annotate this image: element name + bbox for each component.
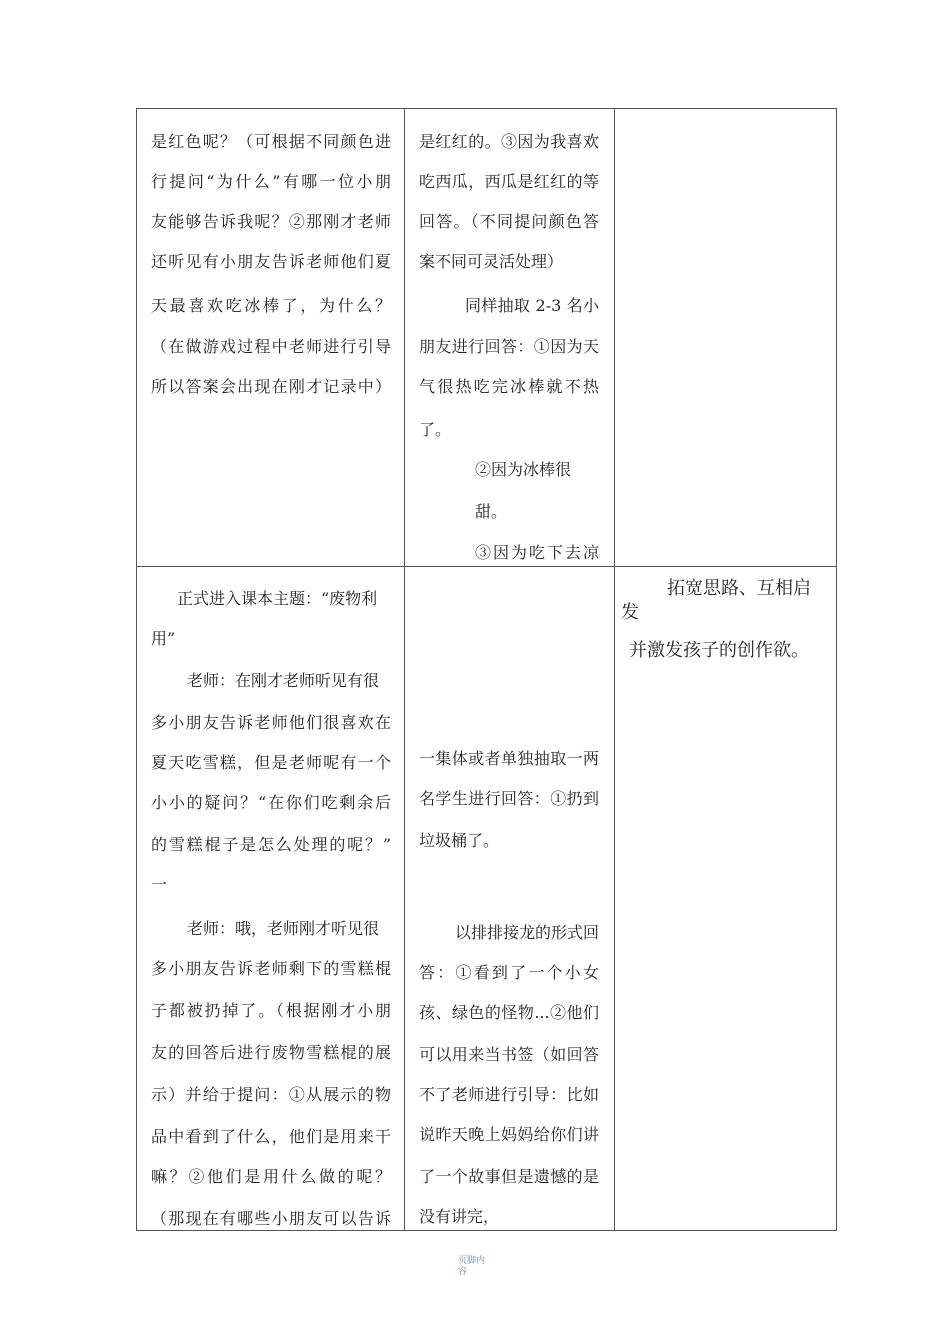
cell-text-line: 孩、绿色的怪物...②他们	[419, 1003, 599, 1022]
cell-text-line: 吃西瓜，西瓜是红红的等	[419, 172, 599, 191]
cell-text-line: 品中看到了什么，他们是用来干	[151, 1127, 391, 1146]
footer-text: 容	[458, 1267, 468, 1277]
cell-text-line: 示）并给于提问：①从展示的物	[151, 1085, 391, 1104]
cell-text-line: 多小朋友告诉老师剩下的雪糕棍	[151, 959, 391, 978]
cell-text-line: ③因为吃下去凉	[475, 543, 599, 562]
teacher-activity-cell	[137, 109, 405, 566]
cell-text-line: 小小的疑问？“在你们吃剩余后	[151, 793, 391, 812]
cell-text-line: 行提问“为什么”有哪一位小朋	[151, 172, 391, 191]
cell-text-line: 所以答案会出现在刚才记录中）	[151, 377, 391, 396]
cell-text-line: 说昨天晚上妈妈给你们讲	[419, 1125, 599, 1144]
table-row	[137, 109, 836, 567]
cell-text-line: 一集体或者单独抽取一两	[419, 749, 599, 768]
cell-text-line: 正式进入课本主题：“废物利	[177, 589, 378, 608]
cell-text-line: 垃圾桶了。	[419, 831, 500, 850]
page-footer	[458, 1256, 485, 1278]
cell-text-line: 的雪糕棍子是怎么处理的呢？”	[151, 835, 391, 854]
cell-text-line: 回答。（不同提问颜色答	[419, 212, 599, 231]
cell-text-line: 答：①看到了一个小女	[419, 963, 599, 982]
cell-text-line: 是红红的。③因为我喜欢	[419, 132, 599, 151]
cell-text-line: （那现在有哪些小朋友可以告诉	[151, 1209, 391, 1228]
cell-text-line: 老师：在刚才老师听见有很	[187, 671, 380, 690]
cell-text-line: （在做游戏过程中老师进行引导	[151, 337, 391, 356]
cell-text-line: 同样抽取 2-3 名小	[465, 296, 599, 315]
cell-text-line: 多小朋友告诉老师他们很喜欢在	[151, 713, 391, 732]
cell-text-line: 案不同可灵活处理）	[419, 252, 564, 271]
cell-text-line: 发	[621, 602, 639, 623]
cell-text-line: 子都被扔掉了。（根据刚才小朋	[151, 1001, 391, 1020]
cell-text-line: 天最喜欢吃冰棒了，为什么？	[151, 296, 391, 315]
student-activity-cell	[405, 109, 615, 566]
cell-text-line: 是红色呢？（可根据不同颜色进	[151, 132, 391, 151]
design-intent-cell	[615, 109, 836, 566]
design-intent-cell	[615, 566, 836, 1230]
student-activity-cell	[405, 566, 615, 1230]
cell-text-line: 嘛？②他们是用什么做的呢？	[151, 1167, 391, 1186]
cell-text-line: 气很热吃完冰棒就不热	[419, 377, 599, 396]
cell-text-line: 老师：哦，老师刚才听见很	[187, 919, 380, 938]
cell-text-line: ②因为冰棒很	[475, 460, 572, 479]
cell-text-line: 一	[151, 875, 168, 894]
cell-text-line: 没有讲完，	[419, 1207, 500, 1226]
cell-text-line: 以排排接龙的形式回	[455, 923, 600, 942]
cell-text-line: 夏天吃雪糕，但是老师呢有一个	[151, 753, 391, 772]
cell-text-line: 可以用来当书签（如回答	[419, 1045, 599, 1064]
cell-text-line: 名学生进行回答：①扔到	[419, 789, 599, 808]
cell-text-line: 了。	[419, 420, 452, 439]
cell-text-line: 友的回答后进行废物雪糕棍的展	[151, 1043, 391, 1062]
cell-text-line: 用”	[151, 629, 176, 648]
table-row	[137, 566, 836, 1230]
cell-text-line: 还听见有小朋友告诉老师他们夏	[151, 252, 391, 271]
cell-text-line: 并激发孩子的创作欲。	[629, 640, 809, 661]
teacher-activity-cell	[137, 566, 405, 1230]
lesson-plan-table	[136, 108, 837, 1231]
cell-text-line: 了一个故事但是遗憾的是	[419, 1167, 599, 1186]
cell-text-line: 拓宽思路、互相启	[667, 578, 811, 599]
cell-text-line: 友能够告诉我呢？②那刚才老师	[151, 212, 391, 231]
footer-text: 页脚内	[458, 1256, 486, 1266]
cell-text-line: 朋友进行回答：①因为天	[419, 337, 599, 356]
cell-text-line: 不了老师进行引导：比如	[419, 1085, 599, 1104]
cell-text-line: 甜。	[475, 502, 508, 521]
